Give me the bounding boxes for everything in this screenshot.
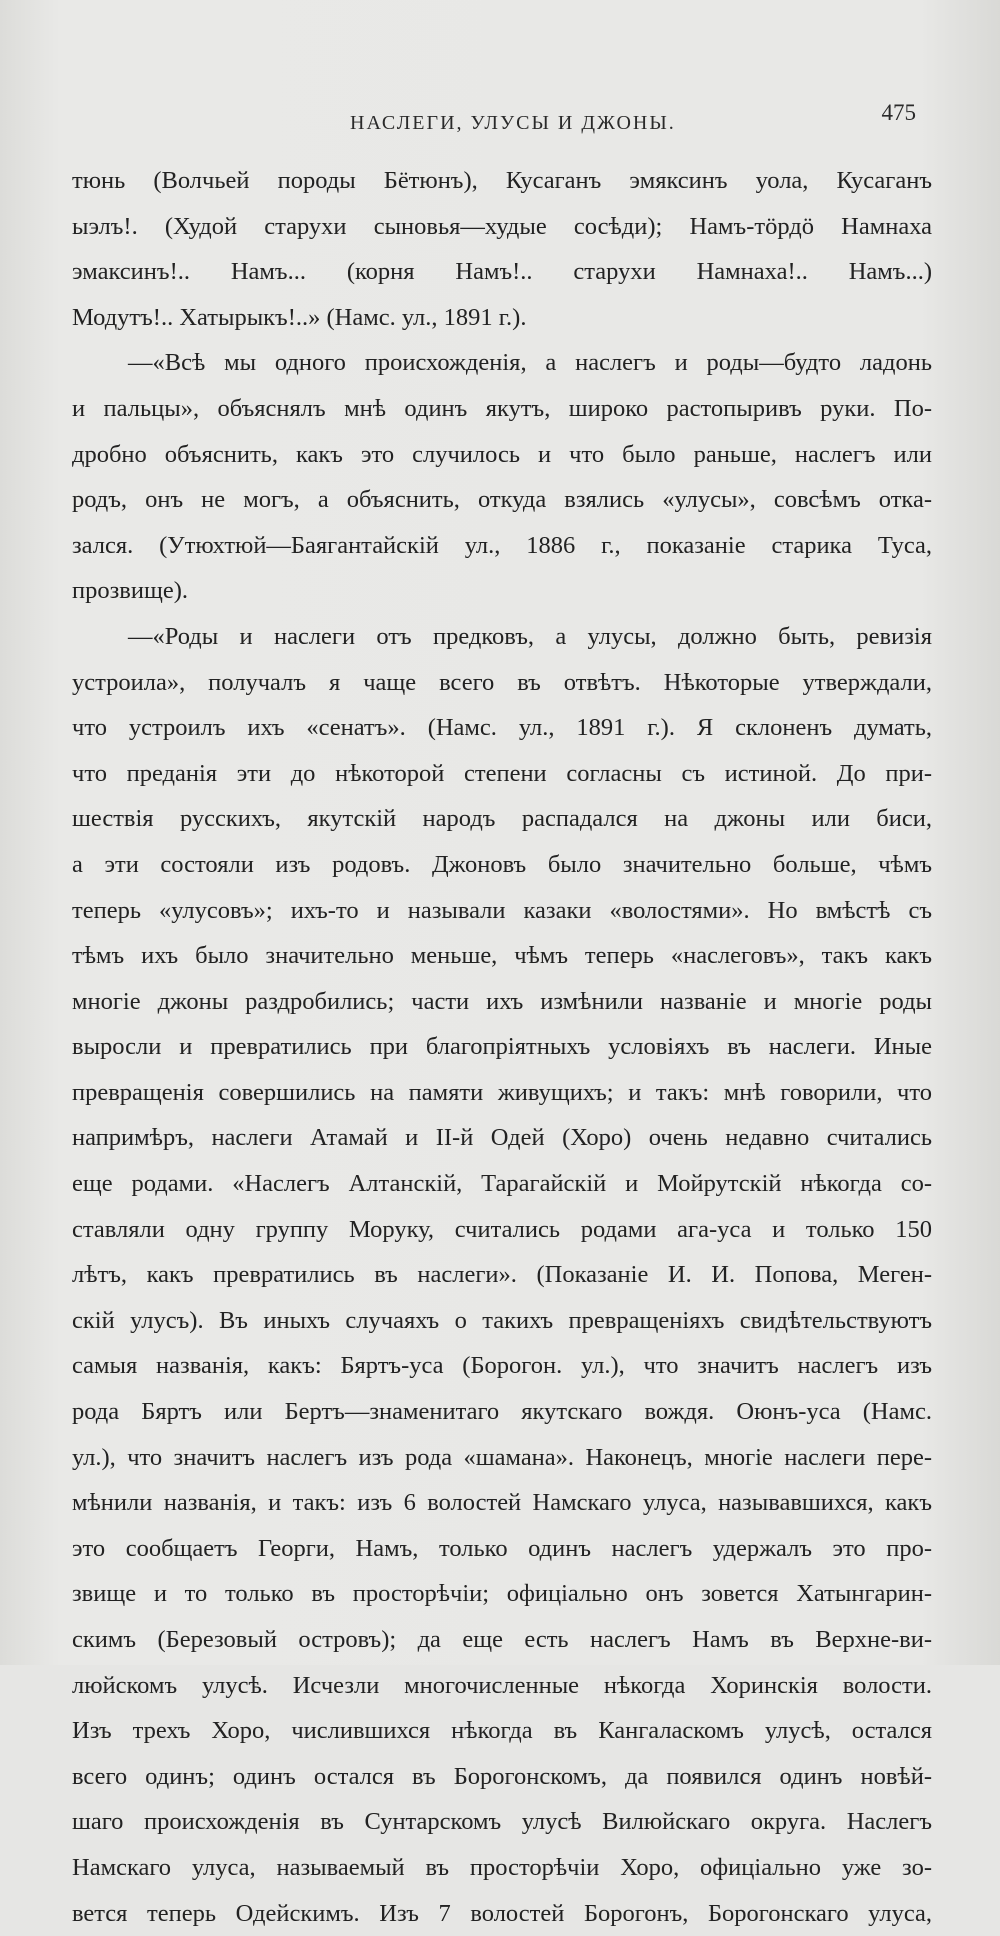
text-line: вется теперь Одейскимъ. Изъ 7 волостей Борогонъ, Борогонскаго улуса, xyxy=(72,1899,932,1927)
text-line: а эти состояли изъ родовъ. Джоновъ было значительно больше, чѣмъ xyxy=(72,850,932,878)
page-header xyxy=(70,100,930,140)
text-line: тюнь (Волчьей породы Бётюнъ), Кусаганъ эмяксинъ уола, Кусаганъ xyxy=(72,167,932,194)
text-line: рода Бяртъ или Бертъ—знаменитаго якутскаго вождя. Оюнъ-уса (Намс. xyxy=(72,1398,932,1426)
text-line: эмаксинъ!.. Намъ... (корня Намъ!.. старухи Намнаха!.. Намъ...) xyxy=(72,258,932,286)
text-line: всего одинъ; одинъ остался въ Борогонскомъ, да появился одинъ новѣй- xyxy=(72,1762,932,1790)
text-line: прозвище). xyxy=(72,577,188,605)
text-line: что устроилъ ихъ «сенатъ». (Намс. ул., 1891 г.). Я склоненъ думать, xyxy=(72,714,932,742)
running-head: НАСЛЕГИ, УЛУСЫ И ДЖОНЫ. xyxy=(350,112,676,134)
text-line: —«Всѣ мы одного происхожденія, а наслегъ и роды—будто ладонь xyxy=(128,349,932,377)
text-line: шаго происхожденія въ Сунтарскомъ улусѣ Вилюйскаго округа. Наслегъ xyxy=(72,1808,932,1836)
text-line: —«Роды и наслеги отъ предковъ, а улусы, должно быть, ревизія xyxy=(128,622,932,650)
text-line: скій улусъ). Въ иныхъ случаяхъ о такихъ превращеніяхъ свидѣтельствуютъ xyxy=(72,1306,932,1334)
text-line: что преданія эти до нѣкоторой степени согласны съ истиной. До при- xyxy=(72,759,932,787)
text-line: зался. (Утюхтюй—Баягантайскій ул., 1886 г., показаніе старика Туса, xyxy=(72,531,932,559)
text-line: люйскомъ улусѣ. Исчезли многочисленные нѣкогда Хоринскія волости. xyxy=(72,1671,932,1699)
text-line: Изъ трехъ Хоро, числившихся нѣкогда въ Кангаласкомъ улусѣ, остался xyxy=(72,1717,932,1745)
text-line: звище и то только въ просторѣчіи; офиціально онъ зовется Хатынгарин- xyxy=(72,1580,932,1608)
text-line: самыя названія, какъ: Бяртъ-уса (Борогон. ул.), что значитъ наслегъ изъ xyxy=(72,1352,932,1380)
text-line: еще родами. «Наслегъ Алтанскій, Тарагайскій и Мойрутскій нѣкогда со- xyxy=(72,1170,932,1198)
text-line: устроила», получалъ я чаще всего въ отвѣтъ. Нѣкоторые утверждали, xyxy=(72,668,932,696)
text-line: дробно объяснить, какъ это случилось и что было раньше, наслегъ или xyxy=(72,440,932,468)
text-line: это сообщаетъ Георги, Намъ, только одинъ наслегъ удержалъ это про- xyxy=(72,1534,932,1562)
text-line: скимъ (Березовый островъ); да еще есть наслегъ Намъ въ Верхне-ви- xyxy=(72,1626,932,1653)
text-line: многіе джоны раздробились; части ихъ измѣнили названіе и многіе роды xyxy=(72,987,932,1015)
text-line: выросли и превратились при благопріятныхъ условіяхъ въ наслеги. Иные xyxy=(72,1033,932,1061)
text-line: тѣмъ ихъ было значительно меньше, чѣмъ теперь «наслеговъ», такъ какъ xyxy=(72,942,932,970)
text-line: напримѣръ, наслеги Атамай и II-й Одей (Хоро) очень недавно считались xyxy=(72,1124,932,1152)
text-line: ыэлъ!. (Худой старухи сыновья—худые сосѣди); Намъ-тöрдö Намнаха xyxy=(72,212,932,240)
text-line: мѣнили названія, и такъ: изъ 6 волостей Намскаго улуса, называвшихся, какъ xyxy=(72,1489,932,1517)
text-line: лѣтъ, какъ превратились въ наслеги». (Показаніе И. И. Попова, Меген- xyxy=(72,1261,932,1289)
text-line: шествія русскихъ, якутскій народъ распадался на джоны или биси, xyxy=(72,805,932,833)
text-line: и пальцы», объяснялъ мнѣ одинъ якутъ, широко растопыривъ руки. По- xyxy=(72,394,932,422)
body-text xyxy=(72,158,932,1936)
text-line: ставляли одну группу Моруку, считались родами ага-уса и только 150 xyxy=(72,1215,932,1243)
text-line: превращенія совершились на памяти живущихъ; и такъ: мнѣ говорили, что xyxy=(72,1078,932,1106)
text-line: Намскаго улуса, называемый въ просторѣчіи Хоро, офиціально уже зо- xyxy=(72,1853,932,1881)
text-line: Модутъ!.. Хатырыкъ!..» (Намс. ул., 1891 г.). xyxy=(72,303,527,331)
text-line: теперь «улусовъ»; ихъ-то и называли казаки «волостями». Но вмѣстѣ съ xyxy=(72,896,932,924)
text-line: ул.), что значитъ наслегъ изъ рода «шамана». Наконецъ, многіе наслеги пере- xyxy=(72,1443,932,1471)
text-line: родъ, онъ не могъ, а объяснить, откуда взялись «улусы», совсѣмъ отка- xyxy=(72,486,932,514)
page-number: 475 xyxy=(881,100,916,125)
